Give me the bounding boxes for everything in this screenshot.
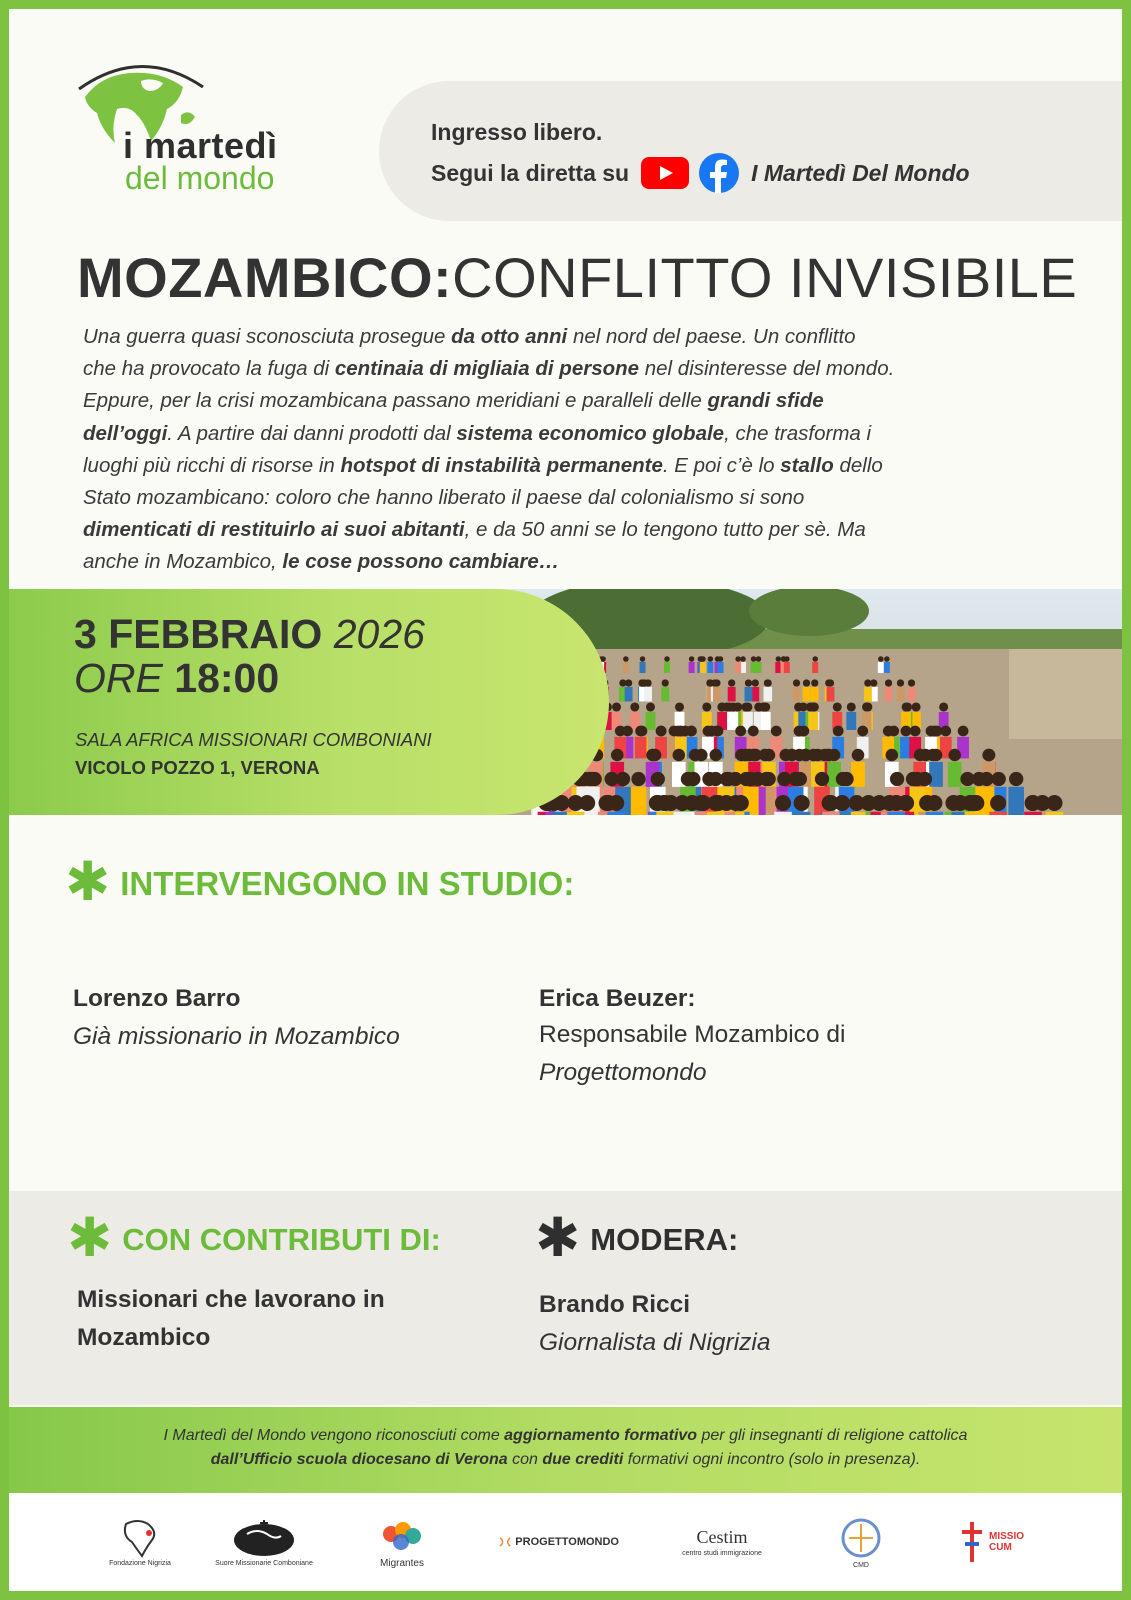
migrantes-logo [367,1511,437,1573]
crowd-head [744,772,758,786]
crowd-head [960,772,974,786]
highlight-text: due crediti [542,1451,624,1468]
crowd-figure [989,812,1007,815]
highlight-text: da otto anni [451,325,568,348]
text-run: , e da 50 anni se lo tengono tutto per sè. Ma [464,518,866,542]
crowd-head [864,679,871,686]
text-run: . A partire dai danni prodotti dal [167,421,457,445]
moderator-role: Giornalista di Nigrizia [539,1329,771,1356]
crowd-figure [897,687,905,702]
crowd-head [965,795,981,811]
event-day-month: 3 FEBBRAIO [74,611,323,657]
text-run: . E poi c’è lo [662,453,781,477]
speaker-right-role-line2: Progettomondo [539,1059,707,1086]
text-run: dello [833,453,883,477]
crowd-figure [664,662,670,673]
partner-caption: Fondazione Nigrizia [109,1559,171,1567]
crowd-head [625,679,632,686]
crowd-head [713,679,720,686]
crowd-head [630,702,639,711]
crowd-figure [755,662,761,673]
crowd-head [833,702,842,711]
crowd-head [756,656,762,662]
crowd-head [720,772,734,786]
crowd-figure [774,812,792,815]
crowd-figure [707,662,713,673]
crowd-head [681,772,695,786]
missio-cum-logo [949,1511,1039,1573]
crowd-head [700,656,706,662]
text-run: che ha provocato la fuga di [83,357,335,381]
intro-line [83,418,1043,450]
crowd-head [914,749,927,762]
crowd-head [885,679,892,686]
intro-line [83,321,1043,353]
crowd-figure [707,812,725,815]
moderator-name: Brando Ricci [539,1291,691,1318]
crowd-figure [607,812,625,815]
crowd-head [958,726,969,737]
partner-caption: Suore Missionarie Comboniane [215,1559,313,1567]
event-date [74,611,425,658]
asterisk-icon: ✱ [535,1208,581,1268]
event-band [9,589,1122,815]
crowd-figure [735,662,741,673]
crowd-figure [812,662,818,673]
crowd-head [689,656,695,662]
crowd-figure [793,812,811,815]
crowd-head [883,726,894,737]
crowd-head [839,772,853,786]
crowd-head [940,726,951,737]
title-strong: MOZAMBICO: [77,246,453,309]
crowd-head [809,702,818,711]
crowd-head [786,749,799,762]
speakers-heading [65,852,575,912]
crowd-head [623,656,629,662]
crowd-figure [674,812,692,815]
intro-line [83,353,1043,385]
crowd-head [761,702,770,711]
crowd-figure [764,687,772,702]
logo-line1: i martedì [123,125,278,166]
time-value: 18:00 [174,655,280,701]
crowd-figure [888,812,906,815]
event-time [74,655,279,702]
intro-line [83,450,1043,482]
crowd-head [910,772,924,786]
crowd-figure [885,687,893,702]
crowd-figure [751,687,759,702]
crowd-head [849,795,865,811]
crowd-figure [811,687,819,702]
partner-logos [9,1493,1122,1591]
contributions-heading-text: CON CONTRIBUTI DI: [122,1222,441,1257]
crowd-head [735,726,746,737]
crowd-head [708,656,714,662]
crowd-head [789,772,803,786]
highlight-text: hotspot di instabilità permanente [340,453,663,477]
page-title [77,245,1077,310]
text-run: formativi ogni incontro (solo in presenza). [623,1451,921,1468]
crowd-figure [803,687,811,702]
crowd-figure [640,662,646,673]
highlight-text: le cose possono cambiare… [282,550,560,574]
info-pill [379,81,1131,221]
crowd-head [884,656,890,662]
partner-caption: PROGETTOMONDO [515,1536,619,1548]
logo-line2: del mondo [125,160,275,196]
crowd-head [811,749,824,762]
text-run: Stato mozambicano: coloro che hanno liberato il paese dal colonialismo si sono [83,486,805,510]
speaker-right-role-line1: Responsabile Mozambico di [539,1021,846,1048]
crowd-head [646,702,655,711]
crowd-head [752,679,759,686]
credits-line1 [9,1427,1122,1445]
crowd-figure [929,762,943,787]
crowd-head [651,772,665,786]
crowd-head [615,726,626,737]
crowd-head [673,749,686,762]
progettomondo-logo [499,1511,619,1573]
crowd-head [703,726,714,737]
crowd-figure [851,762,865,787]
crowd-head [662,679,669,686]
crowd-figure [908,687,916,702]
crowd-head [608,795,624,811]
asterisk-icon: ✱ [67,1208,113,1268]
crowd-head [695,749,708,762]
crowd-head [930,749,943,762]
intro-line [83,514,1043,546]
crowd-figure [567,812,585,815]
crowd-head [811,679,818,686]
youtube-icon[interactable] [641,157,689,189]
crowd-head [847,702,856,711]
text-run: nel nord del paese. Un conflitto [567,325,856,348]
text-run: , che trasforma i [724,421,872,445]
crowd-head [812,656,818,662]
crowd-head [784,656,790,662]
text-run: luoghi più ricchi di risorse in [83,453,341,477]
cmd-logo [831,1511,891,1573]
crowd-head [815,772,829,786]
crowd-head [852,749,865,762]
channel-name[interactable]: I Martedì Del Mondo [751,159,970,186]
crowd-head [616,772,630,786]
crowd-figure [965,812,983,815]
highlight-text: aggiornamento formativo [504,1427,698,1444]
crowd-head [740,656,746,662]
crowd-head [640,656,646,662]
crowd-head [729,702,738,711]
crowd-head [793,679,800,686]
crowd-head [827,679,834,686]
contributions-line2: Mozambico [77,1324,211,1351]
crowd-head [702,772,716,786]
crowd-figure [644,687,652,702]
cestim-logo [677,1511,767,1573]
crowd-head [644,679,651,686]
crowd-head [675,726,686,737]
crowd-head [939,702,948,711]
crowd-head [912,702,921,711]
crowd-head [674,795,690,811]
crowd-figure [661,687,669,702]
title-rest: CONFLITTO INVISIBILE [452,246,1078,309]
crowd-head [708,795,724,811]
crowd-head [910,726,921,737]
crowd-figure [926,812,944,815]
crowd-head [897,679,904,686]
crowd-head [888,795,904,811]
crowd-figure [656,812,674,815]
crowd-head [675,702,684,711]
crowd-head [771,726,782,737]
date-pill [9,589,609,815]
crowd-head [990,795,1006,811]
partner-subcaption: centro studi immigrazione [682,1550,762,1557]
crowd-head [800,749,813,762]
crowd-figure [948,762,962,787]
text-run: anche in Mozambico, [83,550,283,574]
contributions-line1: Missionari che lavorano in [77,1286,385,1313]
speaker-right-role [539,1016,845,1092]
crowd-head [718,656,724,662]
crowd-head [702,702,711,711]
crowd-head [926,795,942,811]
crowd-head [878,656,884,662]
highlight-text: stallo [780,453,834,477]
crowd-figure [822,812,840,815]
crowd-head [857,726,868,737]
live-prefix: Segui la diretta su [431,159,630,186]
credits-line2 [9,1451,1122,1469]
speaker-left-role: Già missionario in Mozambico [73,1023,400,1050]
intro-line [83,482,1043,514]
crowd-head [979,772,993,786]
crowd-head [646,749,659,762]
crowd-head [776,656,782,662]
crowd-head [775,795,791,811]
crowd-figure [635,737,647,759]
crowd-head [902,702,911,711]
crowd-head [828,749,841,762]
text-run: nel disinteresse del mondo. [639,357,895,381]
crowd-head [1046,795,1062,811]
suore-comboniane-logo [215,1511,313,1573]
fondazione-nigrizia-logo [105,1511,175,1573]
crowd-figure [717,662,723,673]
text-run: Una guerra quasi sconosciuta prosegue [83,325,452,348]
moderator-heading [535,1208,739,1268]
highlight-text: dimenticati di restituirlo ai suoi abitanti [83,518,465,542]
highlight-text: dell’oggi [83,421,168,445]
crowd-head [751,656,757,662]
time-label: ORE [74,655,163,701]
crowd-head [1025,795,1041,811]
crowd-figure [784,662,790,673]
crowd-figure [728,687,736,702]
highlight-text: grandi sfide [707,389,824,413]
crowd-head [612,702,621,711]
crowd-figure [846,712,856,730]
crowd-head [763,749,776,762]
event-year: 2026 [333,611,425,657]
crowd-figure [1024,812,1042,815]
crowd-head [710,749,723,762]
crowd-head [890,772,904,786]
partner-caption: MISSIO CUM [989,1531,1025,1553]
crowd-figure [745,687,753,702]
moderator-heading-text: MODERA: [590,1222,739,1257]
crowd-head [862,702,871,711]
crowd-head [901,726,912,737]
crowd-head [745,679,752,686]
highlight-text: sistema economico globale [456,421,725,445]
crowd-head [823,795,839,811]
crowd-figure [864,687,872,702]
crowd-head [743,702,752,711]
live-stream-text [431,153,970,193]
crowd-head [735,656,741,662]
crowd-head [728,679,735,686]
crowd-head [568,795,584,811]
crowd-figure [884,662,890,673]
venue-address: VICOLO POZZO 1, VERONA [75,757,320,778]
facebook-icon[interactable] [699,153,739,193]
contributions-text [77,1281,385,1357]
text-run: Eppure, per la crisi mozambicana passano meridiani e paralleli delle [83,389,708,413]
credits-band [9,1407,1122,1493]
crowd-head [908,679,915,686]
speaker-right-name: Erica Beuzer: [539,985,696,1012]
crowd-figure [623,662,629,673]
crowd-head [833,726,844,737]
crowd-figure [1008,787,1024,815]
crowd-head [926,726,937,737]
text-run: per gli insegnanti di religione cattolica [697,1427,968,1444]
intro-paragraph [83,321,1043,579]
crowd-head [1009,772,1023,786]
asterisk-icon: ✱ [65,852,111,912]
crowd-head [611,749,624,762]
crowd-head [982,749,995,762]
venue-name: SALA AFRICA MISSIONARI COMBONIANI [75,729,432,750]
crowd-figure [808,712,818,730]
crowd-head [735,749,748,762]
contributions-heading [67,1208,441,1268]
crowd-head [747,749,760,762]
crowd-head [664,656,670,662]
partner-caption: CMD [853,1561,869,1569]
crowd-figure [878,662,884,673]
crowd-head [803,679,810,686]
speaker-left-name: Lorenzo Barro [73,985,241,1012]
crowd-figure [775,662,781,673]
crowd-head [686,726,697,737]
crowd-head [657,795,673,811]
crowd-figure [689,662,695,673]
partner-caption: Migrantes [380,1557,424,1569]
crowd-head [656,726,667,737]
intro-line [83,385,1043,417]
crowd-figure [700,662,706,673]
crowd-figure [631,787,647,815]
intro-line [83,546,1043,578]
crowd-head [794,726,805,737]
highlight-text: dall’Ufficio scuola diocesano di Verona [210,1451,508,1468]
speakers-heading-text: INTERVENGONO IN STUDIO: [120,865,575,902]
text-run: con [507,1451,543,1468]
crowd-figure [646,712,656,730]
logo [71,57,321,207]
crowd-head [635,726,646,737]
crowd-figure [713,687,721,702]
crowd-head [764,679,771,686]
crowd-figure [793,687,801,702]
crowd-head [718,702,727,711]
crowd-figure [728,712,738,730]
crowd-head [631,772,645,786]
crowd-figure [1046,812,1064,815]
crowd-head [748,726,759,737]
text-run: I Martedì del Mondo vengono riconosciuti come [163,1427,505,1444]
crowd-figure [827,687,835,702]
free-entry-text: Ingresso libero. [431,119,603,145]
crowd-head [794,795,810,811]
crowd-figure [761,712,771,730]
crowd-head [886,749,899,762]
crowd-figure [625,687,633,702]
highlight-text: centinaia di migliaia di persone [334,357,640,381]
partner-caption: Cestim [696,1527,748,1547]
crowd-head [948,749,961,762]
